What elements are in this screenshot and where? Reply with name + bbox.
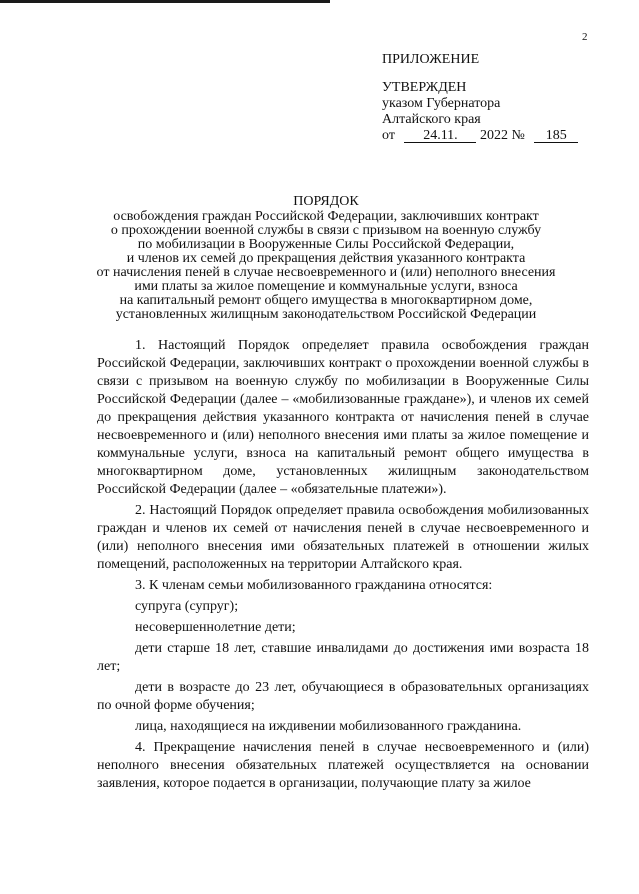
title-line: от начисления пеней в случае несвоевременного и (или) неполного внесения — [96, 265, 556, 280]
list-item: дети в возрасте до 23 лет, обучающиеся в образовательных организациях по очной форме обучения; — [97, 680, 589, 713]
title-heading: ПОРЯДОК — [293, 194, 359, 209]
title-line: ими платы за жилое помещение и коммунальные услуги, взноса — [134, 279, 518, 294]
document-title — [96, 195, 556, 322]
title-line: и членов их семей до прекращения действия указанного контракта — [126, 251, 526, 266]
document-body — [97, 337, 589, 796]
list-item: супруга (супруг); — [135, 599, 239, 614]
top-edge-bar — [0, 0, 330, 3]
decree-date: 24.11. — [404, 129, 476, 143]
list-item: несовершеннолетние дети; — [135, 620, 296, 635]
region-label: Алтайского края — [382, 112, 481, 127]
from-label: от — [382, 128, 395, 143]
list-item: лица, находящиеся на иждивении мобилизованного гражданина. — [135, 719, 522, 734]
title-line: на капитальный ремонт общего имущества в многоквартирном доме, — [119, 293, 533, 308]
title-line: по мобилизации в Вооруженные Силы Российской Федерации, — [137, 237, 515, 252]
paragraph: 1. Настоящий Порядок определяет правила освобождения граждан Российской Федерации, заключивших контракт о прохождении военной службы в связи с призывом на военную службу по мобилизации в Вооруженные Силы Российской Федерации (далее – «мобилизованные граждане»), и членов их семей до прекращения действия указанного контракта от начисления пеней в случае несвоевременного и (или) неполного внесения ими платы за жилое помещение и коммунальные услуги, взноса на капитальный ремонт общего имущества в многоквартирном доме, установленных жилищным законодательством Российской Федерации (далее – «обязательные платежи»). — [97, 338, 589, 497]
decree-number: 185 — [534, 129, 578, 143]
list-item: дети старше 18 лет, ставшие инвалидами до достижения ими возраста 18 лет; — [97, 641, 589, 674]
paragraph: 3. К членам семьи мобилизованного гражданина относятся: — [135, 578, 493, 593]
approved-label: УТВЕРЖДЕН — [382, 80, 467, 95]
approval-block — [382, 52, 578, 144]
title-line: освобождения граждан Российской Федерации, заключивших контракт — [113, 209, 539, 224]
decree-date-line — [382, 128, 578, 144]
year-number-label: 2022 № — [479, 128, 525, 143]
paragraph: 2. Настоящий Порядок определяет правила освобождения мобилизованных граждан и членов их семей от начисления пеней в случае несвоевременного и (или) неполного внесения ими обязательных платежей в отношении жилых помещений, расположенных на территории Алтайского края. — [97, 503, 589, 572]
title-line: о прохождении военной службы в связи с призывом на военную службу — [110, 223, 542, 238]
page-number: 2 — [582, 31, 588, 43]
decree-label: указом Губернатора — [382, 96, 501, 111]
paragraph: 4. Прекращение начисления пеней в случае несвоевременного и (или) неполного внесения обязательных платежей осуществляется на основании заявления, которое подается в организации, получающие плату за жилое — [97, 740, 589, 791]
appendix-label: ПРИЛОЖЕНИЕ — [382, 52, 480, 67]
title-line: установленных жилищным законодательством Российской Федерации — [115, 307, 537, 322]
